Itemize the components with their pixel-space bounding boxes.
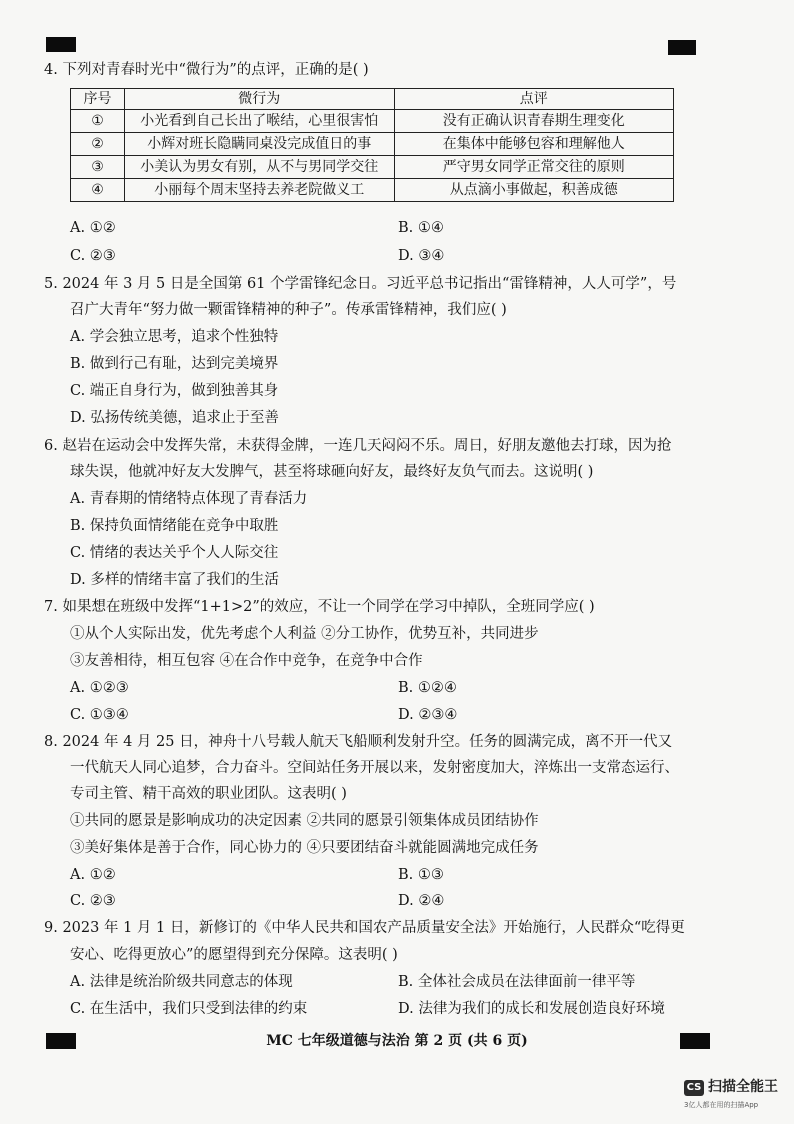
question-4-option-b[interactable]: B. ①④ [398,220,444,236]
question-5-option-b[interactable]: B. 做到行己有耻，达到完美境界 [70,356,279,372]
table-cell: 没有正确认识青春期生理变化 [394,110,673,133]
table-cell: 从点滴小事做起，积善成德 [394,179,673,202]
page-footer: MC 七年级道德与法治 第 2 页 (共 6 页) [266,1033,528,1049]
question-9-option-c[interactable]: C. 在生活中，我们只受到法律的约束 [70,1001,308,1017]
question-7-statements-line-1: ①从个人实际出发，优先考虑个人利益 ②分工协作，优势互补，共同进步 [70,626,539,642]
question-7-option-c[interactable]: C. ①③④ [70,707,129,723]
table-cell: 小光看到自己长出了喉结，心里很害怕 [124,110,394,133]
registration-mark-top-right [668,40,696,55]
question-8-stem-cont-2: 专司主管、精干高效的职业团队。这表明( ) [70,786,347,802]
camscanner-logo-icon: CS [684,1080,704,1096]
question-4-option-c[interactable]: C. ②③ [70,248,116,264]
question-5-option-d[interactable]: D. 弘扬传统美德，追求止于至善 [70,410,279,426]
question-8-option-a[interactable]: A. ①② [70,867,116,883]
table-header-index: 序号 [71,89,125,110]
registration-mark-top-left [46,37,76,52]
table-cell: 小美认为男女有别，从不与男同学交往 [124,156,394,179]
table-row [71,110,674,133]
question-7-option-d[interactable]: D. ②③④ [398,707,458,723]
table-cell: ② [71,133,125,156]
question-7-option-b[interactable]: B. ①②④ [398,680,457,696]
table-row [71,179,674,202]
question-4-option-d[interactable]: D. ③④ [398,248,445,264]
question-9-option-d[interactable]: D. 法律为我们的成长和发展创造良好环境 [398,1001,665,1017]
question-4-option-a[interactable]: A. ①② [70,220,116,236]
behavior-review-table [70,88,674,202]
question-8-statements-line-2: ③美好集体是善于合作，同心协力的 ④只要团结奋斗就能圆满地完成任务 [70,840,539,856]
table-row [71,133,674,156]
question-8-stem-cont-1: 一代航天人同心追梦，合力奋斗。空间站任务开展以来，发射密度加大，淬炼出一支常态运行、 [70,760,679,776]
table-cell: ③ [71,156,125,179]
question-6-option-c[interactable]: C. 情绪的表达关乎个人人际交往 [70,545,279,561]
table-cell: 严守男女同学正常交往的原则 [394,156,673,179]
table-header-review: 点评 [394,89,673,110]
table-cell: ① [71,110,125,133]
question-7-option-a[interactable]: A. ①②③ [70,680,129,696]
question-6-option-b[interactable]: B. 保持负面情绪能在竞争中取胜 [70,518,279,534]
question-8-statements-line-1: ①共同的愿景是影响成功的决定因素 ②共同的愿景引领集体成员团结协作 [70,813,539,829]
question-6-stem-cont: 球失误，他就冲好友大发脾气，甚至将球砸向好友，最终好友负气而去。这说明( ) [70,464,594,480]
question-9-option-a[interactable]: A. 法律是统治阶级共同意志的体现 [70,974,293,990]
table-row [71,156,674,179]
question-4-stem: 4. 下列对青春时光中“微行为”的点评，正确的是( ) [44,62,369,78]
question-6-option-a[interactable]: A. 青春期的情绪特点体现了青春活力 [70,491,308,507]
table-header-row [71,89,674,110]
question-5-option-c[interactable]: C. 端正自身行为，做到独善其身 [70,383,279,399]
question-5-option-a[interactable]: A. 学会独立思考，追求个性独特 [70,329,279,345]
table-cell: ④ [71,179,125,202]
question-5-stem-cont: 召广大青年“努力做一颗雷锋精神的种子”。传承雷锋精神，我们应( ) [70,302,507,318]
question-9-option-b[interactable]: B. 全体社会成员在法律面前一律平等 [398,974,636,990]
question-7-statements-line-2: ③友善相待，相互包容 ④在合作中竞争，在竞争中合作 [70,653,423,669]
question-8-option-b[interactable]: B. ①③ [398,867,444,883]
question-5-stem: 5. 2024 年 3 月 5 日是全国第 61 个学雷锋纪念日。习近平总书记指出“雷锋精神，人人可学”，号 [44,276,677,292]
question-8-stem: 8. 2024 年 4 月 25 日，神舟十八号载人航天飞船顺利发射升空。任务的圆满完成，离不开一代又 [44,734,673,750]
question-6-stem: 6. 赵岩在运动会中发挥失常，未获得金牌，一连几天闷闷不乐。周日，好朋友邀他去打球，因为抢 [44,438,672,454]
camscanner-watermark-title: 扫描全能王 [708,1079,778,1095]
camscanner-watermark-subtitle: 3亿人都在用的扫描App [684,1101,759,1109]
table-cell: 在集体中能够包容和理解他人 [394,133,673,156]
question-7-stem: 7. 如果想在班级中发挥“1+1>2”的效应，不让一个同学在学习中掉队，全班同学应( ) [44,599,595,615]
question-9-stem: 9. 2023 年 1 月 1 日，新修订的《中华人民共和国农产品质量安全法》开始施行，人民群众“吃得更 [44,920,685,936]
table-cell: 小丽每个周末坚持去养老院做义工 [124,179,394,202]
question-8-option-d[interactable]: D. ②④ [398,893,445,909]
question-8-option-c[interactable]: C. ②③ [70,893,116,909]
table-cell: 小辉对班长隐瞒同桌没完成值日的事 [124,133,394,156]
table-header-behavior: 微行为 [124,89,394,110]
question-9-stem-cont: 安心、吃得更放心”的愿望得到充分保障。这表明( ) [70,947,398,963]
question-6-option-d[interactable]: D. 多样的情绪丰富了我们的生活 [70,572,279,588]
